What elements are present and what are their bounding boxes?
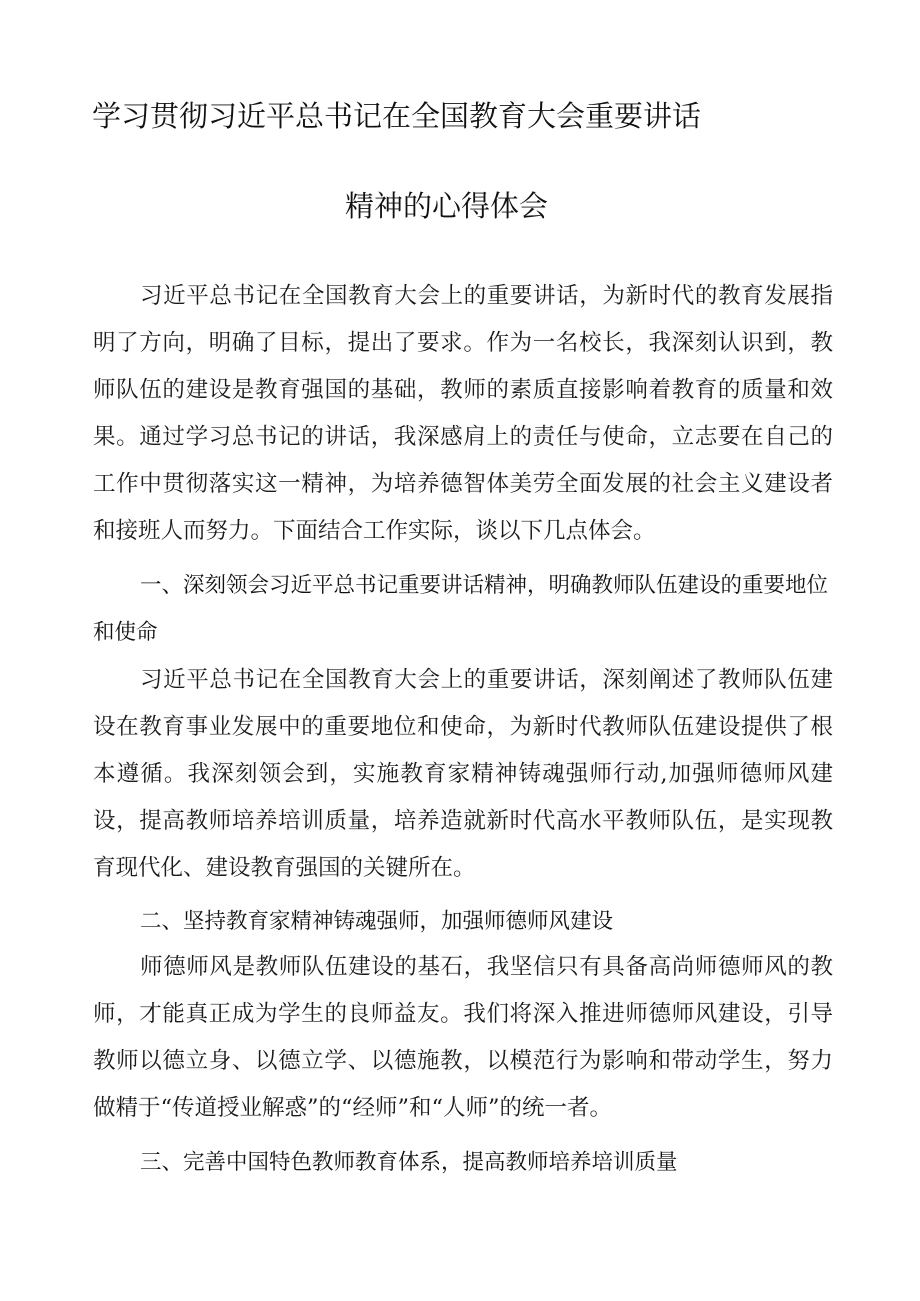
section-paragraph-1: 习近平总书记在全国教育大会上的重要讲话，深刻阐述了教师队伍建设在教育事业发展中的重要地位和使命，为新时代教师队伍建设提供了根本遵循。我深刻领会到，实施教育家精神铸魂强师行动,加强师德师风建设，提高教师培养培训质量，培养造就新时代高水平教师队伍，是实现教育现代化、建设教育强国的关键所在。 <box>93 667 833 881</box>
document-title-line-2: 精神的心得体会 <box>345 189 549 223</box>
section-heading-1: 一、深刻领会习近平总书记重要讲话精神，明确教师队伍建设的重要地位和使命 <box>93 573 829 645</box>
document-title-line-1: 学习贯彻习近平总书记在全国教育大会重要讲话 <box>92 99 702 133</box>
section-paragraph-2: 师德师风是教师队伍建设的基石，我坚信只有具备高尚师德师风的教师，才能真正成为学生的良师益友。我们将深入推进师德师风建设，引导教师以德立身、以德立学、以德施教，以模范行为影响和带动学生，努力做精于“传道授业解惑”的“经师”和“人师”的统一者。 <box>93 954 833 1121</box>
section-heading-2: 二、坚持教育家精神铸魂强师，加强师德师风建设 <box>140 909 614 934</box>
intro-paragraph: 习近平总书记在全国教育大会上的重要讲话，为新时代的教育发展指明了方向，明确了目标，提出了要求。作为一名校长，我深刻认识到，教师队伍的建设是教育强国的基础，教师的素质直接影响着教育的质量和效果。通过学习总书记的讲话，我深感肩上的责任与使命，立志要在自己的工作中贯彻落实这一精神，为培养德智体美劳全面发展的社会主义建设者和接班人而努力。下面结合工作实际，谈以下几点体会。 <box>93 283 833 544</box>
section-heading-3: 三、完善中国特色教师教育体系，提高教师培养培训质量 <box>140 1150 678 1175</box>
